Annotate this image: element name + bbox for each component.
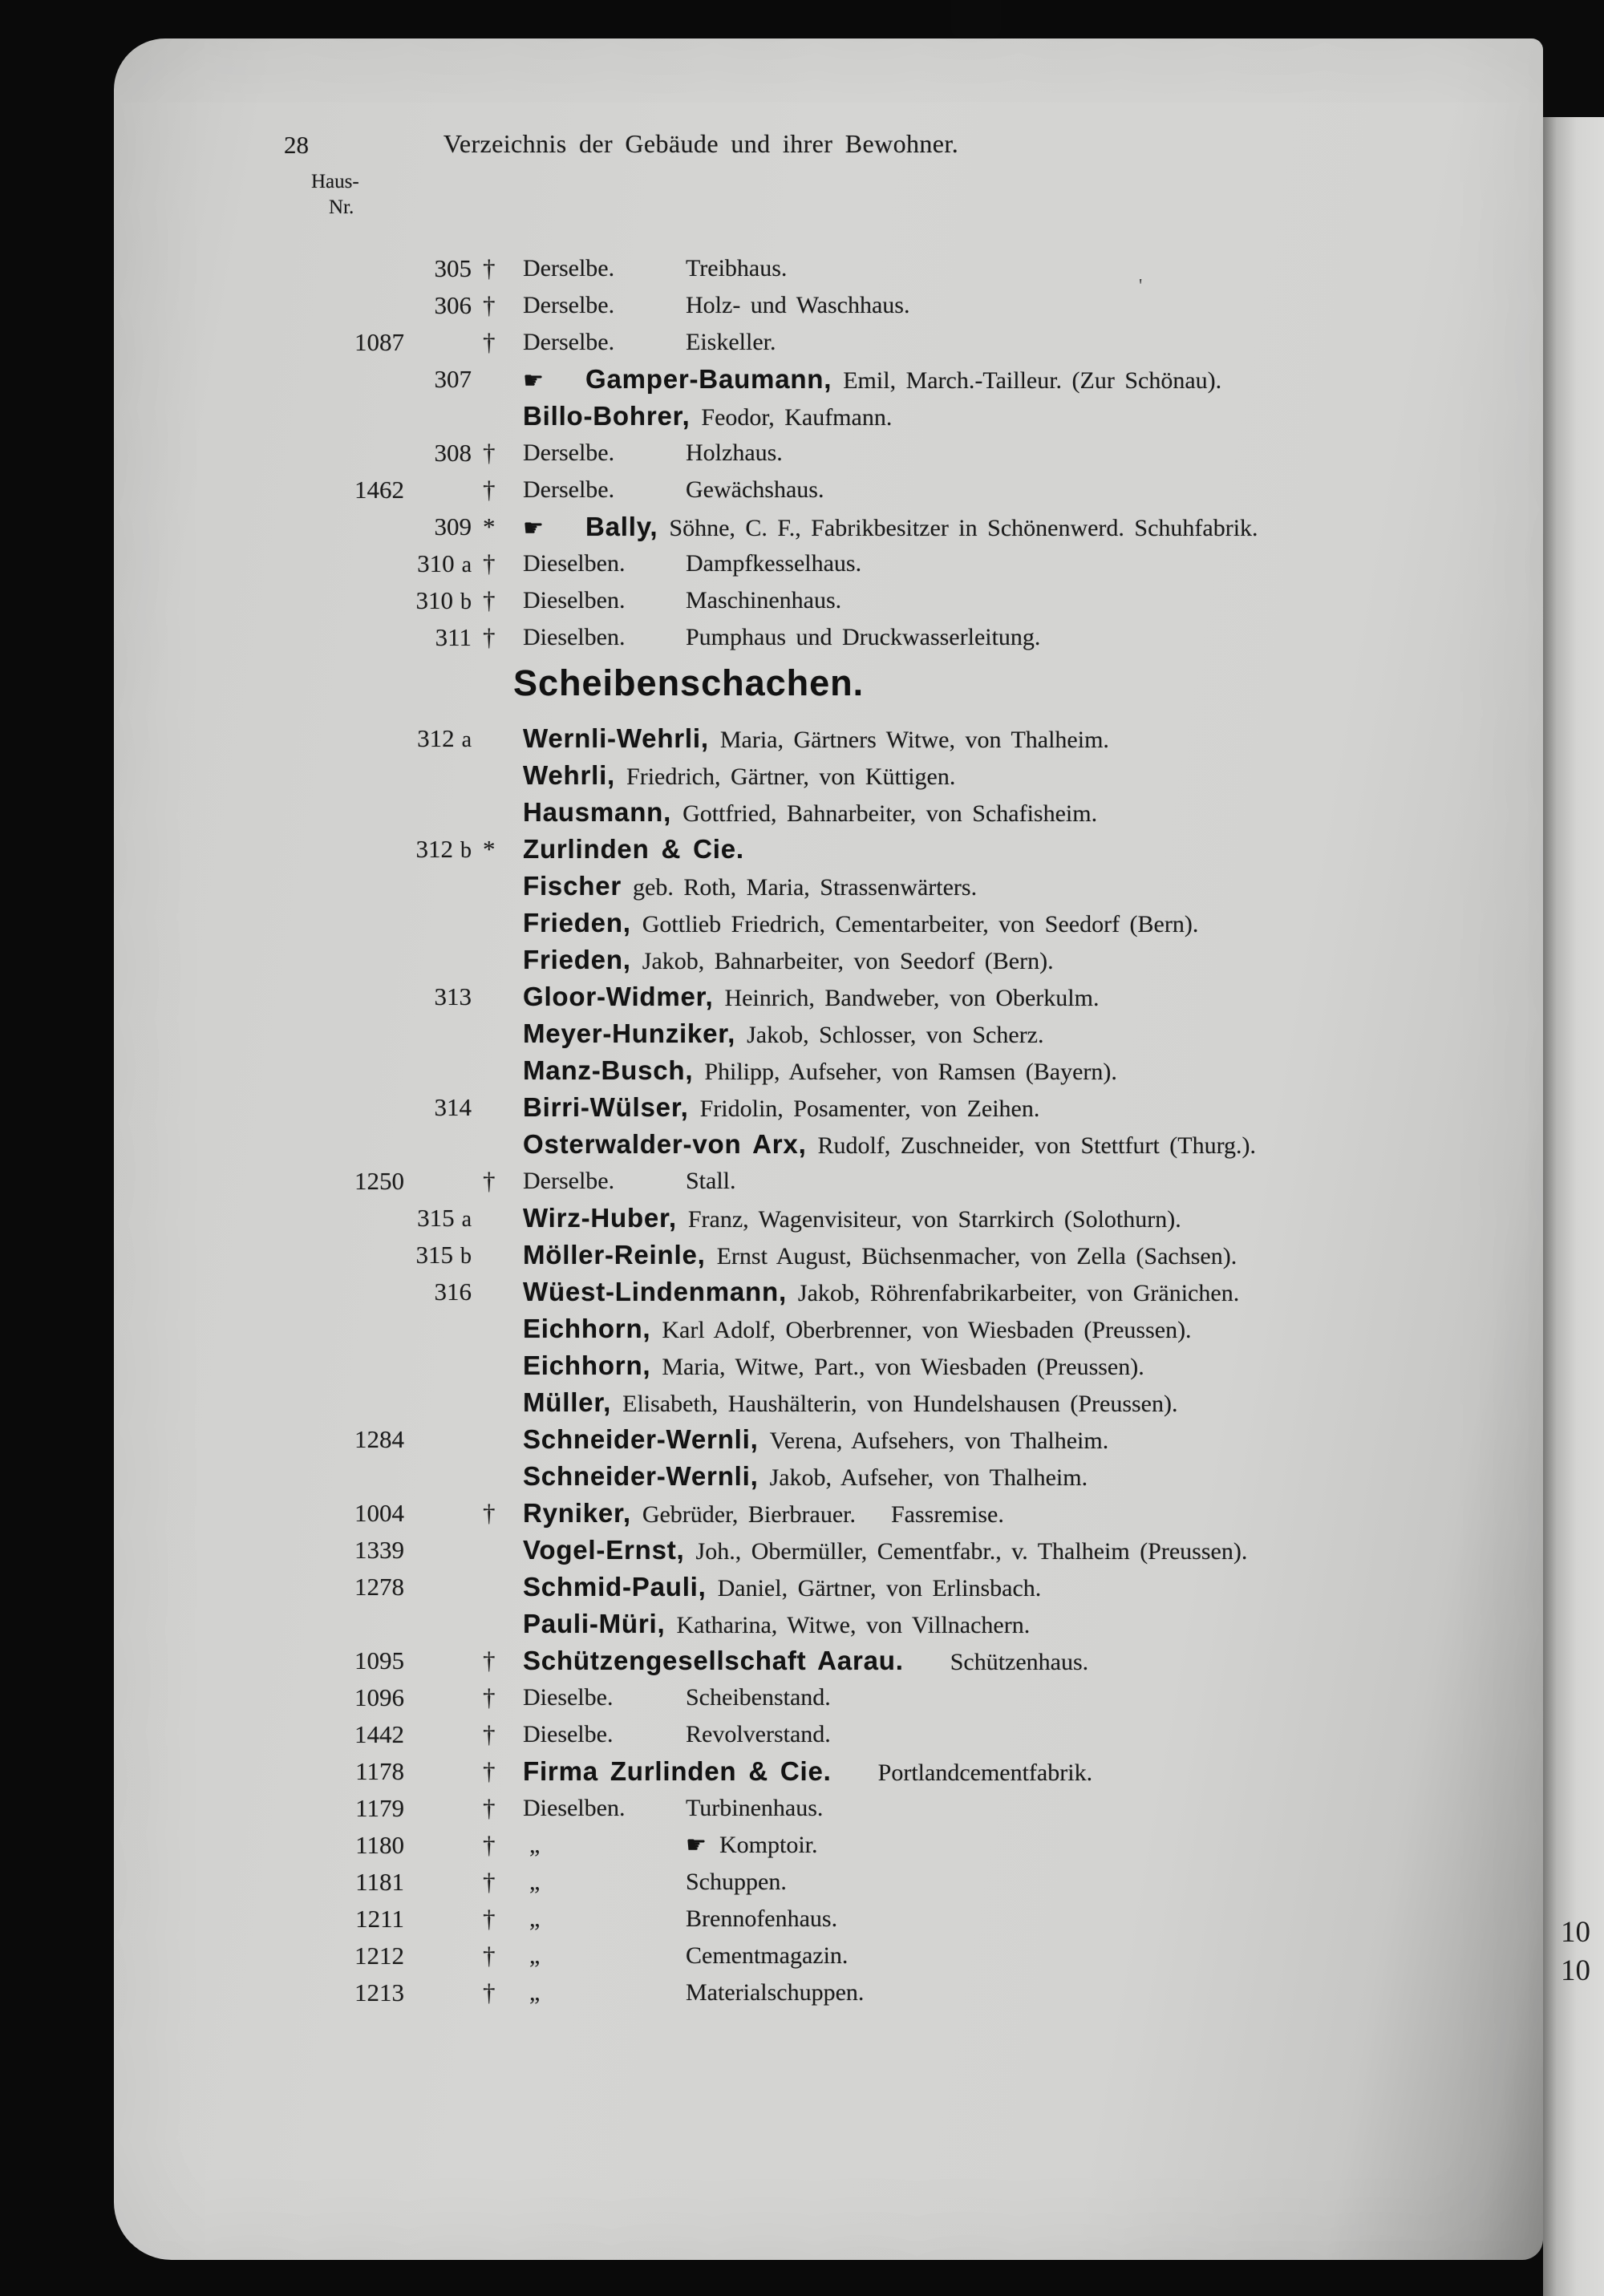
owner-name: Frieden, — [523, 945, 631, 974]
owner-name: Wernli-Wehrli, — [523, 723, 709, 753]
building-description-text: Schuppen. — [686, 1869, 787, 1895]
building-description — [686, 1827, 818, 1863]
house-number-digits: 1181 — [355, 1868, 404, 1896]
house-number — [313, 1274, 472, 1310]
house-number — [313, 508, 472, 545]
house-number-digits: 1284 — [354, 1425, 404, 1453]
owner-name: Wirz-Huber, — [523, 1203, 677, 1233]
manicule-icon: ☛ — [523, 514, 544, 541]
owner-reference: Derselbe. — [523, 255, 615, 281]
entry-details: Rudolf, Zuschneider, von Stettfurt (Thurg.). — [817, 1132, 1257, 1159]
owner-name: Bally, — [585, 512, 658, 541]
building-description: Pumphaus und Druckwasserleitung. — [686, 624, 1041, 650]
house-number-digits: 306 — [434, 291, 472, 319]
dagger-mark: † — [483, 1757, 496, 1785]
house-number — [313, 545, 472, 583]
owner-name: Meyer-Hunziker, — [523, 1018, 736, 1048]
entry-details: Franz, Wagenvisiteur, von Starrkirch (Solothurn). — [687, 1206, 1181, 1233]
house-number-suffix: b — [460, 589, 472, 614]
table-row — [313, 1089, 1500, 1126]
table-row — [313, 1716, 1500, 1753]
entry-details: Heinrich, Bandweber, von Oberkulm. — [724, 985, 1100, 1011]
building-description: Holz- und Waschhaus. — [686, 292, 910, 318]
table-row — [313, 472, 1500, 508]
table-row — [313, 1421, 1500, 1458]
building-description: Portlandcementfabrik. — [877, 1759, 1093, 1786]
table-row — [313, 1827, 1500, 1864]
star-mark: * — [483, 512, 496, 541]
house-number-digits: 1278 — [354, 1573, 404, 1601]
ditto-mark: „ — [529, 1979, 541, 2006]
building-description-text: Brennofenhaus. — [686, 1905, 838, 1932]
table-row — [313, 582, 1500, 619]
house-number — [313, 287, 472, 323]
owner-reference: Derselbe. — [523, 476, 615, 503]
entry-details: Feodor, Kaufmann. — [701, 404, 893, 431]
house-number — [313, 435, 472, 471]
star-mark: * — [483, 835, 496, 863]
manicule-icon: ☛ — [686, 1831, 707, 1858]
entry-details: Söhne, C. F., Fabrikbesitzer in Schönenwerd. Schuhfabrik. — [669, 515, 1258, 541]
house-number-digits: 307 — [434, 365, 472, 393]
entry-text — [523, 1458, 1500, 1496]
owner-reference: Derselbe. — [523, 292, 615, 318]
house-number-digits: 312 — [415, 835, 453, 863]
table-row — [313, 978, 1500, 1015]
building-description — [686, 1901, 837, 1937]
house-number-digits: 315 — [415, 1241, 453, 1269]
entry-details: Katharina, Witwe, von Villnachern. — [676, 1612, 1031, 1638]
table-row — [313, 1569, 1500, 1606]
entry-text — [523, 1310, 1500, 1348]
house-number-digits: 1442 — [354, 1720, 404, 1748]
entry-details: Gebrüder, Bierbrauer. — [642, 1501, 856, 1528]
entry-details: Verena, Aufsehers, von Thalheim. — [769, 1427, 1109, 1454]
entry-details: Philipp, Aufseher, von Ramsen (Bayern). — [704, 1059, 1117, 1085]
dagger-mark: † — [483, 1978, 496, 2006]
entry-text — [523, 757, 1500, 795]
house-number — [313, 831, 472, 869]
owner-reference: Derselbe. — [523, 329, 615, 355]
ditto-mark: „ — [529, 1942, 541, 1969]
house-number-label-line1: Haus- — [311, 171, 359, 192]
entry-text — [523, 1015, 1500, 1053]
owner-name: Zurlinden & Cie. — [523, 834, 744, 864]
owner-name: Schützengesellschaft Aarau. — [523, 1646, 904, 1675]
owner-name: Fischer — [523, 871, 622, 901]
entry-text — [523, 1200, 1500, 1237]
table-row — [313, 1200, 1500, 1237]
entry-text — [523, 361, 1500, 399]
house-number — [313, 1421, 472, 1457]
table-row — [313, 324, 1500, 361]
table-row — [313, 1495, 1500, 1532]
entry-details: Gottlieb Friedrich, Cementarbeiter, von Seedorf (Bern). — [642, 911, 1199, 937]
owner-name: Schneider-Wernli, — [523, 1424, 759, 1454]
house-number-digits: 312 — [417, 724, 455, 752]
stray-print-mark: ' — [1139, 276, 1143, 297]
house-number — [313, 472, 472, 508]
house-number-digits: 313 — [434, 982, 472, 1010]
dagger-mark: † — [483, 1794, 496, 1822]
table-row — [313, 1642, 1500, 1679]
building-description: Gewächshaus. — [686, 476, 824, 503]
building-description: Revolverstand. — [686, 1721, 831, 1747]
entry-text — [523, 619, 1500, 655]
house-number-digits: 309 — [434, 512, 472, 541]
dagger-mark: † — [483, 1942, 496, 1970]
house-number — [313, 619, 472, 655]
owner-reference: Dieselben. — [523, 587, 626, 613]
table-row — [313, 1974, 1500, 2011]
house-number — [313, 1237, 472, 1274]
owner-name: Schmid-Pauli, — [523, 1572, 707, 1602]
owner-name: Müller, — [523, 1387, 612, 1417]
entry-text — [523, 868, 1500, 905]
table-row — [313, 1384, 1500, 1421]
entry-text — [523, 1532, 1500, 1569]
house-number-digits: 1212 — [354, 1942, 404, 1970]
entry-details: Joh., Obermüller, Cementfabr., v. Thalheim (Preussen). — [695, 1538, 1248, 1565]
entry-text — [523, 1753, 1500, 1791]
table-row — [313, 619, 1500, 656]
house-number — [313, 1974, 472, 2011]
page-number: 28 — [284, 131, 309, 159]
building-description — [686, 1938, 848, 1974]
section-row — [313, 656, 1500, 720]
entry-text — [523, 1569, 1500, 1606]
entry-text — [523, 1790, 1500, 1826]
entry-text — [523, 1347, 1500, 1385]
table-row — [313, 1310, 1500, 1347]
house-number-suffix: a — [461, 1207, 472, 1232]
entry-text — [523, 720, 1500, 758]
building-description-text: Materialschuppen. — [686, 1979, 865, 2006]
house-number-digits: 315 — [417, 1204, 455, 1232]
table-row — [313, 435, 1500, 472]
page-title: Verzeichnis der Gebäude und ihrer Bewohner. — [443, 129, 959, 158]
owner-name: Hausmann, — [523, 797, 672, 827]
owner-name: Vogel-Ernst, — [523, 1535, 685, 1565]
entry-text — [523, 287, 1500, 323]
owner-name: Birri-Wülser, — [523, 1092, 689, 1122]
table-row — [313, 545, 1500, 582]
dagger-mark: † — [483, 328, 496, 356]
house-number-digits: 310 — [415, 586, 453, 614]
entry-details: Karl Adolf, Oberbrenner, von Wiesbaden (Preussen). — [662, 1317, 1192, 1343]
entry-text — [523, 1606, 1500, 1643]
owner-name: Gamper-Baumann, — [585, 364, 832, 394]
building-description: Holzhaus. — [686, 439, 783, 466]
table-row — [313, 1126, 1500, 1163]
table-row — [313, 508, 1500, 545]
table-row — [313, 720, 1500, 757]
owner-name: Wehrli, — [523, 760, 616, 790]
owner-name: Pauli-Müri, — [523, 1609, 666, 1638]
dagger-mark: † — [483, 1868, 496, 1896]
table-row — [313, 1347, 1500, 1384]
entry-details: Elisabeth, Haushälterin, von Hundelshausen (Preussen). — [622, 1391, 1178, 1417]
dagger-mark: † — [483, 439, 496, 467]
building-description: Dampfkesselhaus. — [686, 550, 862, 577]
entry-text — [523, 831, 1500, 869]
house-number-digits: 1250 — [354, 1167, 404, 1195]
entry-text — [523, 508, 1500, 546]
table-row — [313, 941, 1500, 978]
table-row — [313, 1015, 1500, 1052]
ditto-mark: „ — [529, 1905, 541, 1932]
ditto-mark: „ — [529, 1832, 541, 1858]
table-row — [313, 1790, 1500, 1827]
table-row — [313, 1938, 1500, 1974]
entry-text — [523, 324, 1500, 360]
owner-name: Billo-Bohrer, — [523, 401, 691, 431]
entry-text — [523, 1864, 1500, 1900]
building-description: Stall. — [686, 1168, 736, 1194]
house-number-digits: 1178 — [355, 1757, 404, 1785]
facing-page-text-fragment: 10 — [1561, 1954, 1590, 1987]
table-row — [313, 831, 1500, 868]
table-row — [313, 1679, 1500, 1716]
house-number — [313, 324, 472, 360]
entry-text — [523, 1495, 1500, 1533]
house-number — [313, 1938, 472, 1974]
house-number-digits: 308 — [434, 439, 472, 467]
dagger-mark: † — [483, 1167, 496, 1195]
building-description: Scheibenstand. — [686, 1684, 831, 1711]
entry-text — [523, 1421, 1500, 1459]
dagger-mark: † — [483, 549, 496, 577]
section-heading: Scheibenschachen. — [513, 662, 865, 703]
house-number — [313, 1089, 472, 1125]
entry-details: Jakob, Schlosser, von Scherz. — [747, 1022, 1044, 1048]
house-number — [313, 1679, 472, 1715]
house-number-digits: 311 — [435, 623, 472, 651]
building-description-text: Komptoir. — [719, 1832, 818, 1858]
owner-reference: Dieselben. — [523, 1795, 626, 1821]
house-number — [313, 1495, 472, 1531]
house-number-digits: 1213 — [354, 1978, 404, 2006]
building-description: Treibhaus. — [686, 255, 788, 281]
house-number-suffix: a — [461, 727, 472, 752]
owner-name: Wüest-Lindenmann, — [523, 1277, 787, 1306]
table-row — [313, 794, 1500, 831]
house-number — [313, 1163, 472, 1199]
house-number — [313, 1790, 472, 1826]
owner-name: Gloor-Widmer, — [523, 982, 714, 1011]
house-number — [313, 1200, 472, 1237]
entry-details: Friedrich, Gärtner, von Küttigen. — [626, 763, 956, 790]
owner-name: Frieden, — [523, 908, 631, 937]
dagger-mark: † — [483, 1905, 496, 1933]
dagger-mark: † — [483, 623, 496, 651]
house-number-digits: 1462 — [354, 476, 404, 504]
owner-name: Manz-Busch, — [523, 1055, 694, 1085]
house-number-column-label — [311, 169, 359, 221]
house-number-suffix: b — [460, 838, 472, 863]
entry-details: Fridolin, Posamenter, von Zeihen. — [699, 1095, 1040, 1122]
building-description: Fassremise. — [891, 1501, 1004, 1528]
entry-text — [523, 794, 1500, 832]
entry-details: Ernst August, Büchsenmacher, von Zella (Sachsen). — [716, 1243, 1237, 1269]
house-number — [313, 1901, 472, 1937]
house-number-digits: 1180 — [355, 1831, 404, 1859]
dagger-mark: † — [483, 254, 496, 282]
house-number — [313, 1753, 472, 1789]
house-number-digits: 1339 — [354, 1536, 404, 1564]
entry-text — [523, 1126, 1500, 1164]
table-row — [313, 868, 1500, 905]
building-description: Eiskeller. — [686, 329, 776, 355]
owner-name: Osterwalder-von Arx, — [523, 1129, 807, 1159]
entry-details: Jakob, Bahnarbeiter, von Seedorf (Bern). — [642, 948, 1054, 974]
building-description — [686, 1974, 864, 2011]
owner-reference: Derselbe. — [523, 439, 615, 466]
entry-text — [523, 941, 1500, 979]
dagger-mark: † — [483, 291, 496, 319]
table-row — [313, 1901, 1500, 1938]
house-number — [313, 1642, 472, 1678]
building-description: Turbinenhaus. — [686, 1795, 824, 1821]
owner-reference: Dieselbe. — [523, 1684, 614, 1711]
entry-text — [523, 545, 1500, 581]
table-row — [313, 250, 1500, 287]
table-row — [313, 757, 1500, 794]
building-description-text: Cementmagazin. — [686, 1942, 849, 1969]
entry-details: Daniel, Gärtner, von Erlinsbach. — [717, 1575, 1042, 1602]
house-number-digits: 1087 — [354, 328, 404, 356]
owner-name: Ryniker, — [523, 1498, 631, 1528]
house-number — [313, 582, 472, 620]
entry-details: Emil, March.-Tailleur. (Zur Schönau). — [843, 367, 1222, 394]
dagger-mark: † — [483, 476, 496, 504]
entry-text — [523, 1274, 1500, 1311]
table-row — [313, 361, 1500, 398]
table-row — [313, 287, 1500, 324]
manicule-icon: ☛ — [523, 366, 544, 394]
house-number-digits: 310 — [417, 549, 455, 577]
entry-details: Maria, Gärtners Witwe, von Thalheim. — [719, 727, 1109, 753]
table-row — [313, 1753, 1500, 1790]
entry-details: Jakob, Aufseher, von Thalheim. — [769, 1464, 1088, 1491]
dagger-mark: † — [483, 1499, 496, 1527]
entry-text — [523, 1901, 1500, 1937]
house-number — [313, 1532, 472, 1568]
entry-text — [523, 1716, 1500, 1752]
dagger-mark: † — [483, 1720, 496, 1748]
entry-text — [523, 905, 1500, 942]
house-number-suffix: b — [460, 1244, 472, 1269]
building-description: Maschinenhaus. — [686, 587, 842, 613]
house-number — [313, 1827, 472, 1863]
owner-name: Schneider-Wernli, — [523, 1461, 759, 1491]
entry-text — [523, 1237, 1500, 1274]
entry-text — [523, 1163, 1500, 1199]
entry-text — [523, 1974, 1500, 2011]
table-row — [313, 1274, 1500, 1310]
house-number-digits: 1004 — [354, 1499, 404, 1527]
entry-details: geb. Roth, Maria, Strassenwärters. — [633, 874, 978, 901]
facing-page-text-fragment: 10 — [1561, 1916, 1590, 1949]
entry-rows — [313, 250, 1500, 2011]
house-number-digits: 1211 — [355, 1905, 404, 1933]
entry-details: Gottfried, Bahnarbeiter, von Schafisheim. — [683, 800, 1098, 827]
owner-reference: Dieselben. — [523, 550, 626, 577]
entry-details: Jakob, Röhrenfabrikarbeiter, von Gränichen. — [797, 1280, 1240, 1306]
table-row — [313, 1163, 1500, 1200]
entry-text — [523, 1384, 1500, 1422]
house-number — [313, 720, 472, 758]
house-number-digits: 305 — [434, 254, 472, 282]
dagger-mark: † — [483, 586, 496, 614]
facing-page-edge — [1543, 117, 1604, 2296]
dagger-mark: † — [483, 1646, 496, 1674]
entry-text — [523, 1052, 1500, 1090]
entry-text — [523, 1642, 1500, 1680]
background-top-notch — [951, 0, 1001, 37]
owner-reference: Dieselben. — [523, 624, 626, 650]
owner-name: Firma Zurlinden & Cie. — [523, 1756, 832, 1786]
building-description: Schützenhaus. — [950, 1649, 1089, 1675]
house-number-digits: 1095 — [354, 1646, 404, 1674]
house-number-digits: 314 — [434, 1093, 472, 1121]
ditto-mark: „ — [529, 1869, 541, 1895]
dagger-mark: † — [483, 1683, 496, 1711]
entry-text — [523, 978, 1500, 1016]
house-number — [313, 1864, 472, 1900]
house-number-digits: 1096 — [354, 1683, 404, 1711]
house-number-digits: 316 — [434, 1278, 472, 1306]
house-number — [313, 1569, 472, 1605]
book-page — [114, 38, 1543, 2260]
entry-text — [523, 1827, 1500, 1863]
entry-text — [523, 1089, 1500, 1127]
house-number — [313, 1716, 472, 1752]
table-row — [313, 1532, 1500, 1569]
entry-text — [523, 472, 1500, 508]
table-row — [313, 1606, 1500, 1642]
entry-text — [523, 435, 1500, 471]
house-number-digits: 1179 — [355, 1794, 404, 1822]
table-row — [313, 1458, 1500, 1495]
house-number — [313, 978, 472, 1014]
entry-text — [523, 1679, 1500, 1715]
house-number — [313, 250, 472, 286]
house-number-label-line2: Nr. — [329, 196, 354, 218]
owner-name: Eichhorn, — [523, 1314, 651, 1343]
table-row — [313, 905, 1500, 941]
table-row — [313, 1237, 1500, 1274]
table-row — [313, 398, 1500, 435]
table-row — [313, 1864, 1500, 1901]
building-description — [686, 1864, 787, 1900]
table-row — [313, 1052, 1500, 1089]
entry-text — [523, 398, 1500, 435]
entry-text — [523, 582, 1500, 618]
entry-details: Maria, Witwe, Part., von Wiesbaden (Preussen). — [662, 1354, 1144, 1380]
house-number — [313, 361, 472, 397]
entry-text — [523, 1938, 1500, 1974]
owner-name: Möller-Reinle, — [523, 1240, 706, 1269]
entry-text — [523, 250, 1500, 286]
owner-reference: Dieselbe. — [523, 1721, 614, 1747]
dagger-mark: † — [483, 1831, 496, 1859]
house-number-suffix: a — [461, 553, 472, 577]
owner-name: Eichhorn, — [523, 1350, 651, 1380]
owner-reference: Derselbe. — [523, 1168, 615, 1194]
